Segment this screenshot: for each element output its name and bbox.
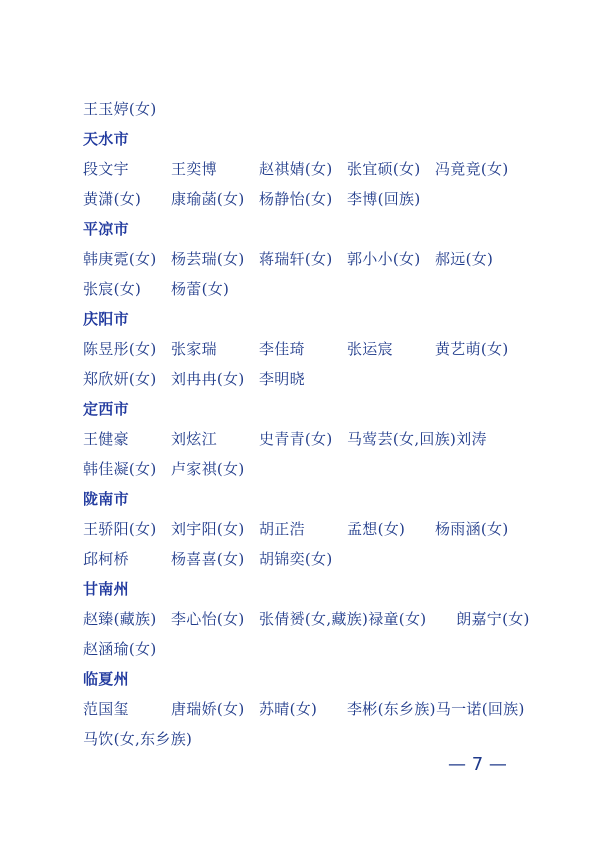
name-row	[83, 332, 540, 366]
person-name: 孟想(女)	[347, 520, 406, 538]
name-row	[83, 152, 540, 186]
person-name: 张运宸	[347, 340, 393, 358]
page-number: — 7 —	[448, 754, 507, 775]
person-name: 朗嘉宁(女)	[456, 610, 530, 628]
region-heading: 陇南市	[83, 490, 129, 508]
person-name: 郭小小(女)	[347, 250, 421, 268]
name-row	[83, 542, 540, 576]
person-name: 刘宇阳(女)	[171, 520, 245, 538]
person-name: 李彬(东乡族)	[347, 700, 436, 718]
person-name: 陈昱彤(女)	[83, 340, 157, 358]
person-name: 赵臻(藏族)	[83, 610, 157, 628]
person-name: 马一诺(回族)	[435, 700, 525, 718]
person-name: 韩佳凝(女)	[83, 460, 157, 478]
person-name: 郑欣妍(女)	[83, 370, 157, 388]
person-name: 唐瑞娇(女)	[171, 700, 245, 718]
person-name: 史青青(女)	[259, 430, 333, 448]
name-row	[83, 692, 540, 726]
region-heading: 甘南州	[83, 580, 129, 598]
person-name: 邱柯桥	[83, 550, 129, 568]
person-name: 黄潇(女)	[83, 190, 142, 208]
name-row	[83, 272, 540, 306]
person-name: 苏晴(女)	[259, 700, 318, 718]
person-name: 杨芸瑞(女)	[171, 250, 245, 268]
person-name: 禄童(女)	[368, 610, 427, 628]
person-name: 王健豪	[83, 430, 129, 448]
region-heading: 定西市	[83, 400, 129, 418]
person-name: 杨蕾(女)	[171, 280, 230, 298]
person-name: 杨静怡(女)	[259, 190, 333, 208]
person-name: 马饮(女,东乡族)	[83, 730, 193, 748]
person-name: 赵涵瑜(女)	[83, 640, 157, 658]
region-heading: 平凉市	[83, 220, 129, 238]
person-name: 胡正浩	[259, 520, 305, 538]
person-name: 郝远(女)	[435, 250, 494, 268]
person-name: 张宜硕(女)	[347, 160, 421, 178]
person-name: 赵祺婧(女)	[259, 160, 333, 178]
person-name: 张宸(女)	[83, 280, 142, 298]
region-heading: 庆阳市	[83, 310, 129, 328]
name-row	[83, 182, 540, 216]
person-name: 韩庚霓(女)	[83, 250, 157, 268]
person-name: 张倩赟(女,藏族)	[259, 610, 369, 628]
person-name: 杨雨涵(女)	[435, 520, 509, 538]
region-heading: 天水市	[83, 130, 129, 148]
name-row	[83, 422, 540, 456]
person-name: 范国玺	[83, 700, 129, 718]
person-name: 王玉婷(女)	[83, 100, 157, 118]
person-name: 王骄阳(女)	[83, 520, 157, 538]
name-row	[83, 602, 540, 636]
name-row	[83, 722, 540, 756]
person-name: 黄艺萌(女)	[435, 340, 509, 358]
person-name: 刘炫江	[171, 430, 217, 448]
person-name: 王奕博	[171, 160, 217, 178]
person-name: 卢家祺(女)	[171, 460, 245, 478]
name-row	[83, 512, 540, 546]
name-row	[83, 92, 540, 126]
name-row	[83, 632, 540, 666]
person-name: 康瑜菡(女)	[171, 190, 245, 208]
person-name: 刘涛	[456, 430, 487, 448]
person-name: 胡锦奕(女)	[259, 550, 333, 568]
person-name: 刘冉冉(女)	[171, 370, 245, 388]
person-name: 李佳琦	[259, 340, 305, 358]
person-name: 马莺芸(女,回族)	[347, 430, 457, 448]
person-name: 李博(回族)	[347, 190, 421, 208]
person-name: 张家瑞	[171, 340, 217, 358]
person-name: 段文宇	[83, 160, 129, 178]
name-row	[83, 452, 540, 486]
person-name: 冯竟竟(女)	[435, 160, 509, 178]
person-name: 李明晓	[259, 370, 305, 388]
region-heading: 临夏州	[83, 670, 129, 688]
person-name: 蒋瑞轩(女)	[259, 250, 333, 268]
person-name: 杨喜喜(女)	[171, 550, 245, 568]
name-row	[83, 242, 540, 276]
name-row	[83, 362, 540, 396]
person-name: 李心怡(女)	[171, 610, 245, 628]
